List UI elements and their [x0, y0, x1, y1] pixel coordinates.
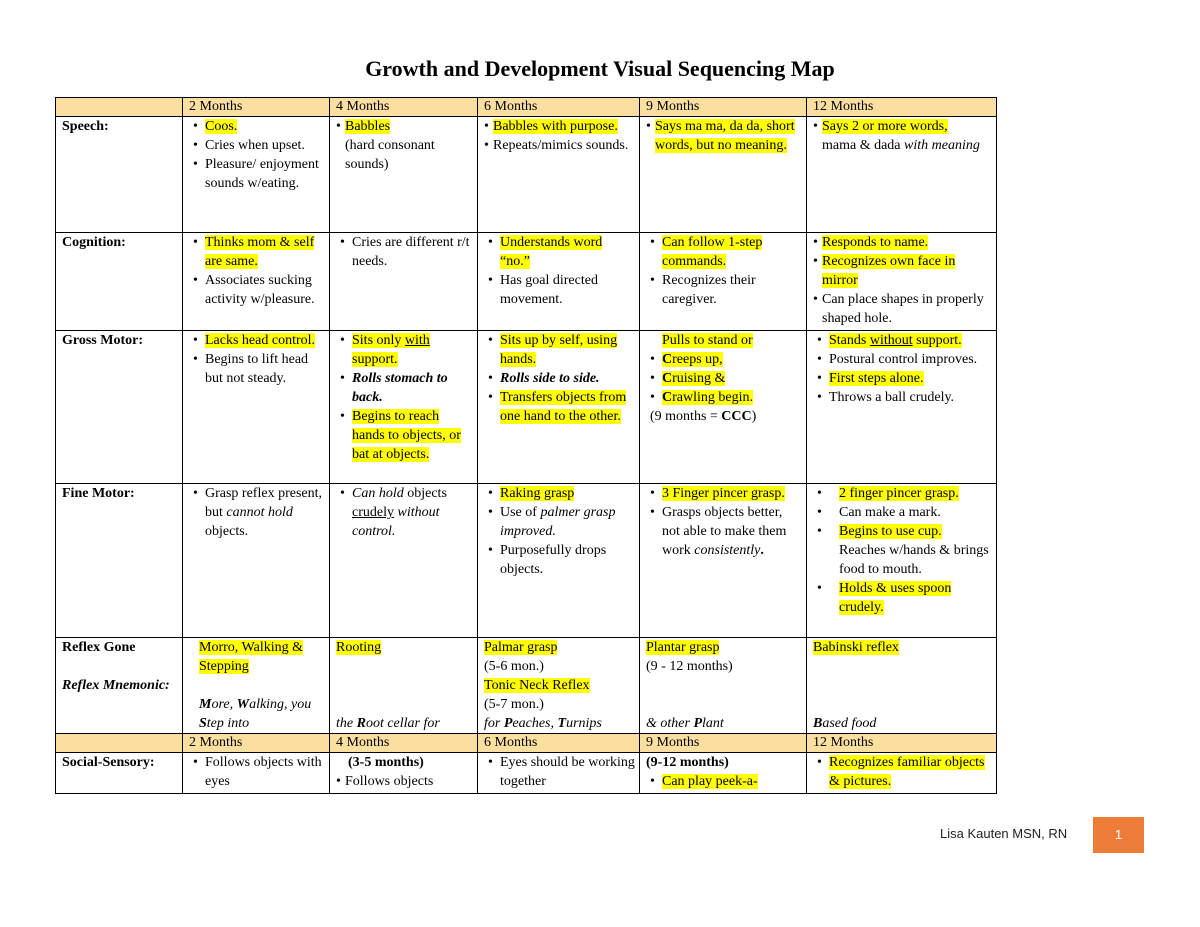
gross-12m-item: Stands — [829, 333, 870, 348]
social-2-months — [183, 753, 330, 794]
reflex-9-months — [640, 638, 807, 734]
gross-9m-letter: C — [662, 371, 673, 386]
sequencing-table — [55, 97, 997, 794]
fine-12m-item: Begins to use cup. — [839, 524, 942, 539]
reflex-6m-item: Palmar grasp — [484, 640, 558, 655]
cognition-12m-item: Responds to name. — [822, 235, 929, 250]
gross-motor-row — [56, 331, 997, 484]
reflex-4-months — [330, 638, 478, 734]
gross-9m-letter: C — [662, 352, 673, 367]
speech-6m-item: Babbles with purpose. — [493, 119, 618, 134]
cognition-6m-item: Has goal directed movement. — [500, 273, 598, 307]
fine-12m-item: Holds & uses spoon crudely. — [839, 581, 952, 615]
fine-6m-item: palmer grasp improved. — [500, 505, 616, 539]
speech-6m-item: Repeats/mimics sounds. — [493, 138, 629, 153]
header-12-months: 12 Months — [807, 98, 997, 117]
reflex-6m-item: (5-7 mon.) — [484, 697, 544, 712]
fine-6m-item: Use of — [500, 505, 541, 520]
social-6m-item: Eyes should be working together — [500, 755, 635, 789]
cognition-2-months — [183, 233, 330, 331]
reflex-6m-mn: for — [484, 716, 504, 731]
speech-12m-item: Says 2 or more words, — [822, 119, 948, 134]
reflex-2m-letter: M — [199, 697, 212, 712]
cognition-12m-item: Recognizes own face in mirror — [822, 254, 956, 288]
fine-12m-item: Reaches w/hands & brings food to mouth. — [839, 543, 989, 577]
reflex-9m-mn: lant — [702, 716, 724, 731]
fine-12m-item: Can make a mark. — [839, 505, 941, 520]
fine-12m-item: 2 finger pincer grasp. — [839, 486, 959, 501]
header-9-months: 9 Months — [640, 98, 807, 117]
reflex-6m-letter: P — [503, 716, 513, 731]
cognition-2m-item: Thinks mom & self are same. — [205, 235, 315, 269]
reflex-4m-letter: R — [356, 716, 366, 731]
gross-9m-item: reeps up, — [672, 352, 723, 367]
reflex-2m-mn: tep into — [206, 716, 250, 731]
fine-6-months — [478, 484, 640, 638]
reflex-9m-letter: P — [693, 716, 703, 731]
gross-6m-item: Sits up by self, using hands. — [500, 333, 618, 367]
reflex-6m-item: (5-6 mon.) — [484, 659, 544, 674]
gross-6m-item: Transfers objects from one hand to the other. — [500, 390, 627, 424]
reflex-6m-mn: urnips — [566, 716, 602, 731]
reflex-2m-letter: S — [199, 716, 207, 731]
row-label-social-sensory: Social-Sensory: — [56, 753, 183, 794]
fine-9m-item: Grasps objects better, not able to make them work — [662, 505, 787, 558]
reflex-6m-letter: T — [557, 716, 567, 731]
speech-12-months — [807, 117, 997, 233]
reflex-2m-mn: ore, — [211, 697, 237, 712]
footer-author: Lisa Kauten MSN, RN — [940, 826, 1068, 841]
reflex-12m-item: Babinski reflex — [813, 640, 899, 655]
gross-9m-item: ) — [751, 409, 757, 424]
cognition-row — [56, 233, 997, 331]
reflex-2m-letter: W — [236, 697, 250, 712]
footer-9-months: 9 Months — [640, 734, 807, 753]
gross-4m-item: Begins to reach hands to objects, or bat at objects. — [352, 409, 461, 462]
fine-4m-item: without control. — [352, 505, 440, 539]
gross-4-months — [330, 331, 478, 484]
page-title: Growth and Development Visual Sequencing Map — [365, 56, 835, 81]
fine-2m-item: cannot hold — [226, 505, 293, 520]
row-label-reflex — [56, 638, 183, 734]
fine-6m-item: Purposefully drops objects. — [500, 543, 607, 577]
footer-6-months: 6 Months — [478, 734, 640, 753]
gross-9m-item: rawling begin. — [672, 390, 753, 405]
speech-4m-item: (hard consonant sounds) — [345, 138, 435, 172]
gross-4m-item: with — [404, 333, 430, 348]
social-6-months — [478, 753, 640, 794]
reflex-6m-mn: eaches, — [512, 716, 558, 731]
speech-row — [56, 117, 997, 233]
gross-12m-item: Throws a ball crudely. — [829, 390, 955, 405]
reflex-6-months — [478, 638, 640, 734]
social-9m-item: Can play peek-a- — [662, 774, 758, 789]
reflex-9m-mn: & other — [646, 716, 694, 731]
fine-9m-item: . — [760, 543, 764, 558]
gross-4m-item: Sits only — [352, 333, 405, 348]
footer-4-months: 4 Months — [330, 734, 478, 753]
reflex-2-months — [183, 638, 330, 734]
fine-6m-item: Raking grasp — [500, 486, 575, 501]
row-label-speech: Speech: — [56, 117, 183, 233]
fine-9m-item: 3 Finger pincer grasp. — [662, 486, 785, 501]
social-sensory-row — [56, 753, 997, 794]
speech-4m-item: Babbles — [345, 119, 391, 134]
reflex-2m-item: Morro, Walking & Stepping — [199, 640, 303, 674]
gross-12-months — [807, 331, 997, 484]
page-number-badge: 1 — [1093, 817, 1144, 853]
cognition-12m-item: Can place shapes in properly shaped hole. — [822, 292, 984, 326]
speech-2-months — [183, 117, 330, 233]
social-9-months — [640, 753, 807, 794]
gross-2m-item: Begins to lift head but not steady. — [205, 352, 309, 386]
cognition-12-months — [807, 233, 997, 331]
reflex-2m-mn: alking, you — [249, 697, 312, 712]
reflex-mnemonic-label: Reflex Mnemonic: — [62, 678, 170, 693]
gross-9m-item: (9 months = — [650, 409, 722, 424]
reflex-4m-mn: the — [336, 716, 357, 731]
row-label-fine-motor: Fine Motor: — [56, 484, 183, 638]
gross-9-months — [640, 331, 807, 484]
social-4m-item: (3-5 months) — [348, 755, 424, 770]
gross-4m-item: Rolls stomach to back. — [352, 371, 448, 405]
speech-4-months — [330, 117, 478, 233]
header-4-months: 4 Months — [330, 98, 478, 117]
cognition-6m-item: Understands word “no.” — [500, 235, 603, 269]
footer-2-months: 2 Months — [183, 734, 330, 753]
fine-9m-item: consistently — [694, 543, 761, 558]
social-2m-item: Follows objects with eyes — [205, 755, 322, 789]
gross-9m-item: CCC — [721, 409, 752, 424]
reflex-9m-item: Plantar grasp — [646, 640, 720, 655]
reflex-gone-label: Reflex Gone — [62, 640, 136, 655]
fine-4m-item: Can hold — [352, 486, 404, 501]
speech-9-months — [640, 117, 807, 233]
speech-12m-item: mama & dada — [822, 138, 905, 153]
reflex-9m-item: (9 - 12 months) — [646, 659, 733, 674]
header-corner — [56, 98, 183, 117]
cognition-4m-item: Cries are different r/t needs. — [352, 235, 470, 269]
speech-2m-item: Pleasure/ enjoyment sounds w/eating. — [205, 157, 319, 191]
social-12-months — [807, 753, 997, 794]
speech-2m-item: Coos. — [205, 119, 238, 134]
gross-12m-item: Postural control improves. — [829, 352, 978, 367]
reflex-6m-item: Tonic Neck Reflex — [484, 678, 590, 693]
reflex-12m-letter: B — [813, 716, 823, 731]
fine-2m-item: objects. — [205, 524, 249, 539]
gross-2m-item: Lacks head control. — [205, 333, 316, 348]
footer-corner — [56, 734, 183, 753]
social-4-months — [330, 753, 478, 794]
reflex-4m-item: Rooting — [336, 640, 382, 655]
gross-2-months — [183, 331, 330, 484]
gross-6m-item: Rolls side to side. — [500, 371, 600, 386]
social-9m-item: (9-12 months) — [646, 755, 729, 770]
social-4m-item: Follows objects — [345, 774, 434, 789]
cognition-9-months — [640, 233, 807, 331]
cognition-2m-item: Associates sucking activity w/pleasure. — [205, 273, 315, 307]
gross-12m-item: First steps alone. — [829, 371, 924, 386]
months-header-row — [56, 98, 997, 117]
reflex-row — [56, 638, 997, 734]
gross-12m-item: support. — [912, 333, 962, 348]
row-label-cognition: Cognition: — [56, 233, 183, 331]
gross-12m-item: without — [869, 333, 913, 348]
months-footer-row — [56, 734, 997, 753]
header-6-months: 6 Months — [478, 98, 640, 117]
header-2-months: 2 Months — [183, 98, 330, 117]
social-12m-item: Recognizes familiar objects & pictures. — [829, 755, 985, 789]
gross-6-months — [478, 331, 640, 484]
reflex-12m-mn: ased food — [822, 716, 877, 731]
fine-2m-item: Grasp reflex present, but — [205, 486, 323, 520]
fine-2-months — [183, 484, 330, 638]
fine-9-months — [640, 484, 807, 638]
cognition-4-months — [330, 233, 478, 331]
cognition-9m-item: Recognizes their caregiver. — [662, 273, 756, 307]
gross-9m-item: ruising & — [672, 371, 726, 386]
fine-4m-item: objects — [403, 486, 447, 501]
fine-12-months — [807, 484, 997, 638]
speech-2m-item: Cries when upset. — [205, 138, 305, 153]
footer-12-months: 12 Months — [807, 734, 997, 753]
speech-12m-item: with meaning — [904, 138, 980, 153]
speech-6-months — [478, 117, 640, 233]
gross-9m-letter: C — [662, 390, 673, 405]
gross-4m-item: support. — [352, 352, 398, 367]
gross-9m-item: Pulls to stand or — [662, 333, 753, 348]
reflex-4m-mn: oot cellar for — [365, 716, 440, 731]
speech-9m-item: Says ma ma, da da, short words, but no meaning. — [655, 119, 795, 153]
cognition-9m-item: Can follow 1-step commands. — [662, 235, 763, 269]
fine-motor-row — [56, 484, 997, 638]
reflex-12-months — [807, 638, 997, 734]
cognition-6-months — [478, 233, 640, 331]
fine-4m-item: crudely — [352, 505, 394, 520]
fine-4-months — [330, 484, 478, 638]
row-label-gross-motor: Gross Motor: — [56, 331, 183, 484]
